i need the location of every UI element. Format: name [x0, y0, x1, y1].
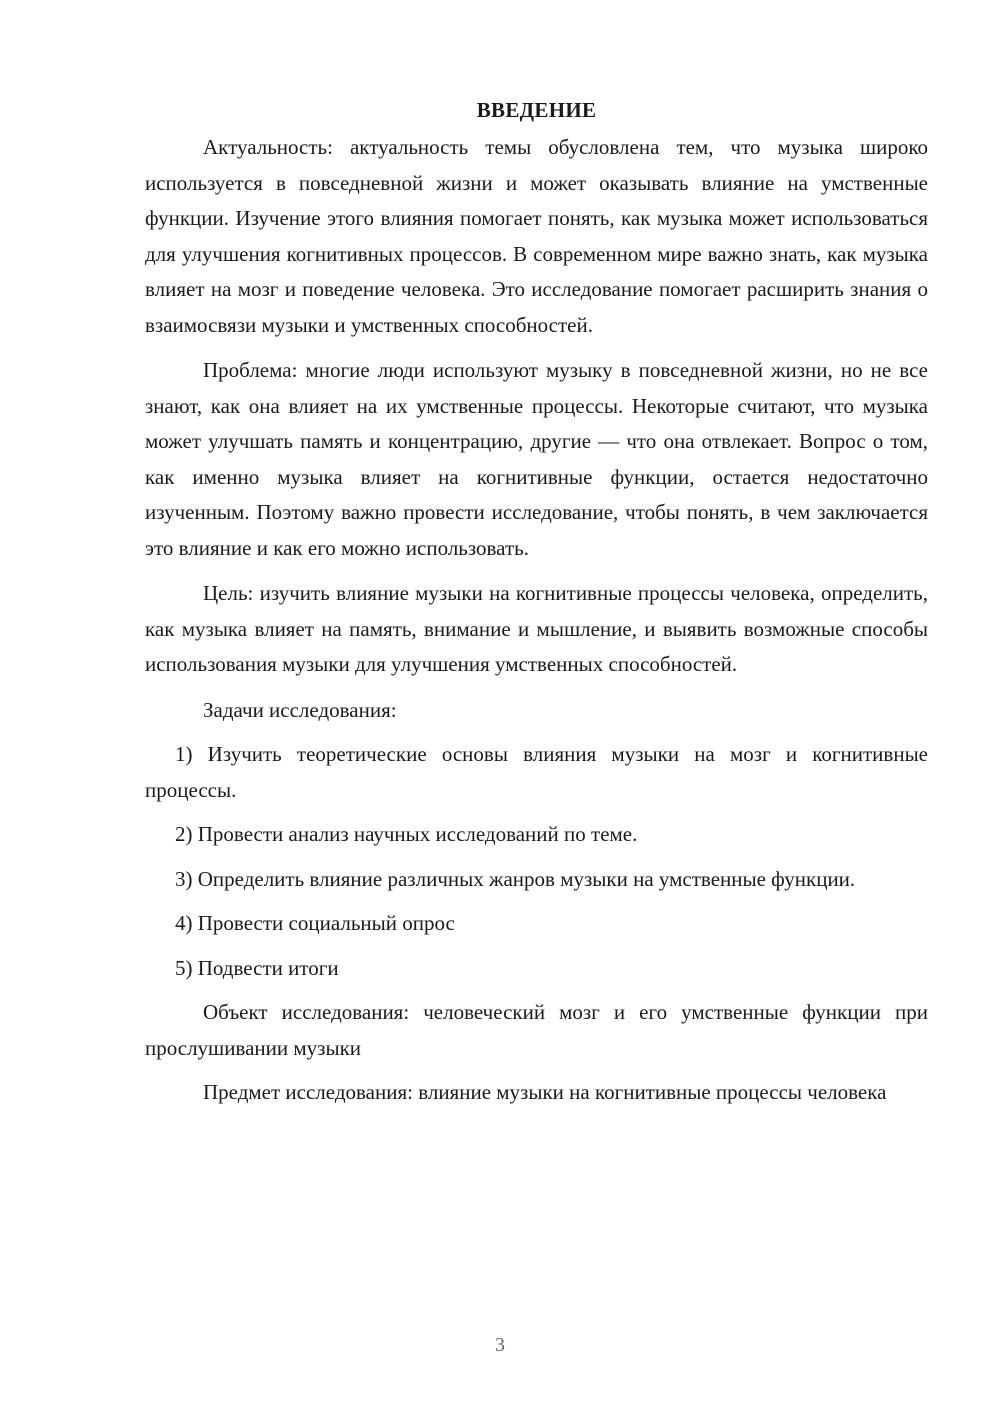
object-paragraph: Объект исследования: человеческий мозг и его умственные функции при прослушивании музыки: [145, 1000, 928, 1060]
page-number: 3: [495, 1334, 505, 1356]
page-content: [145, 92, 928, 1111]
problem-paragraph: Проблема: многие люди используют музыку в повседневной жизни, но не все знают, как она влияет на их умственные процессы. Некоторые считают, что музыка может улучшать память и концентрацию, другие — что она отвлекает. Вопрос о том, как именно музыка влияет на когнитивные функции, остается недостаточно изученным. Поэтому важно провести исследование, чтобы понять, в чем заключается это влияние и как его можно использовать.: [145, 358, 928, 560]
list-item: 1) Изучить теоретические основы влияния музыки на мозг и когнитивные процессы.: [145, 742, 928, 802]
goal-paragraph: Цель: изучить влияние музыки на когнитивные процессы человека, определить, как музыка влияет на память, внимание и мышление, и выявить возможные способы использования музыки для улучшения умственных способностей.: [145, 581, 928, 676]
tasks-list: [145, 737, 928, 986]
list-item: 3) Определить влияние различных жанров музыки на умственные функции.: [175, 866, 856, 891]
list-item: 2) Провести анализ научных исследований по теме.: [175, 822, 638, 846]
relevance-paragraph: Актуальность: актуальность темы обусловлена тем, что музыка широко используется в повседневной жизни и может оказывать влияние на умственные функции. Изучение этого влияния помогает понять, как музыка может использоваться для улучшения когнитивных процессов. В современном мире важно знать, как музыка влияет на мозг и поведение человека. Это исследование помогает расширить знания о взаимосвязи музыки и умственных способностей.: [145, 135, 928, 337]
list-item: 4) Провести социальный опрос: [175, 911, 455, 935]
tasks-heading: Задачи исследования:: [203, 697, 397, 722]
subject-paragraph: Предмет исследования: влияние музыки на когнитивные процессы человека: [203, 1080, 887, 1104]
list-item: 5) Подвести итоги: [175, 955, 339, 980]
section-heading: ВВЕДЕНИЕ: [476, 98, 597, 122]
